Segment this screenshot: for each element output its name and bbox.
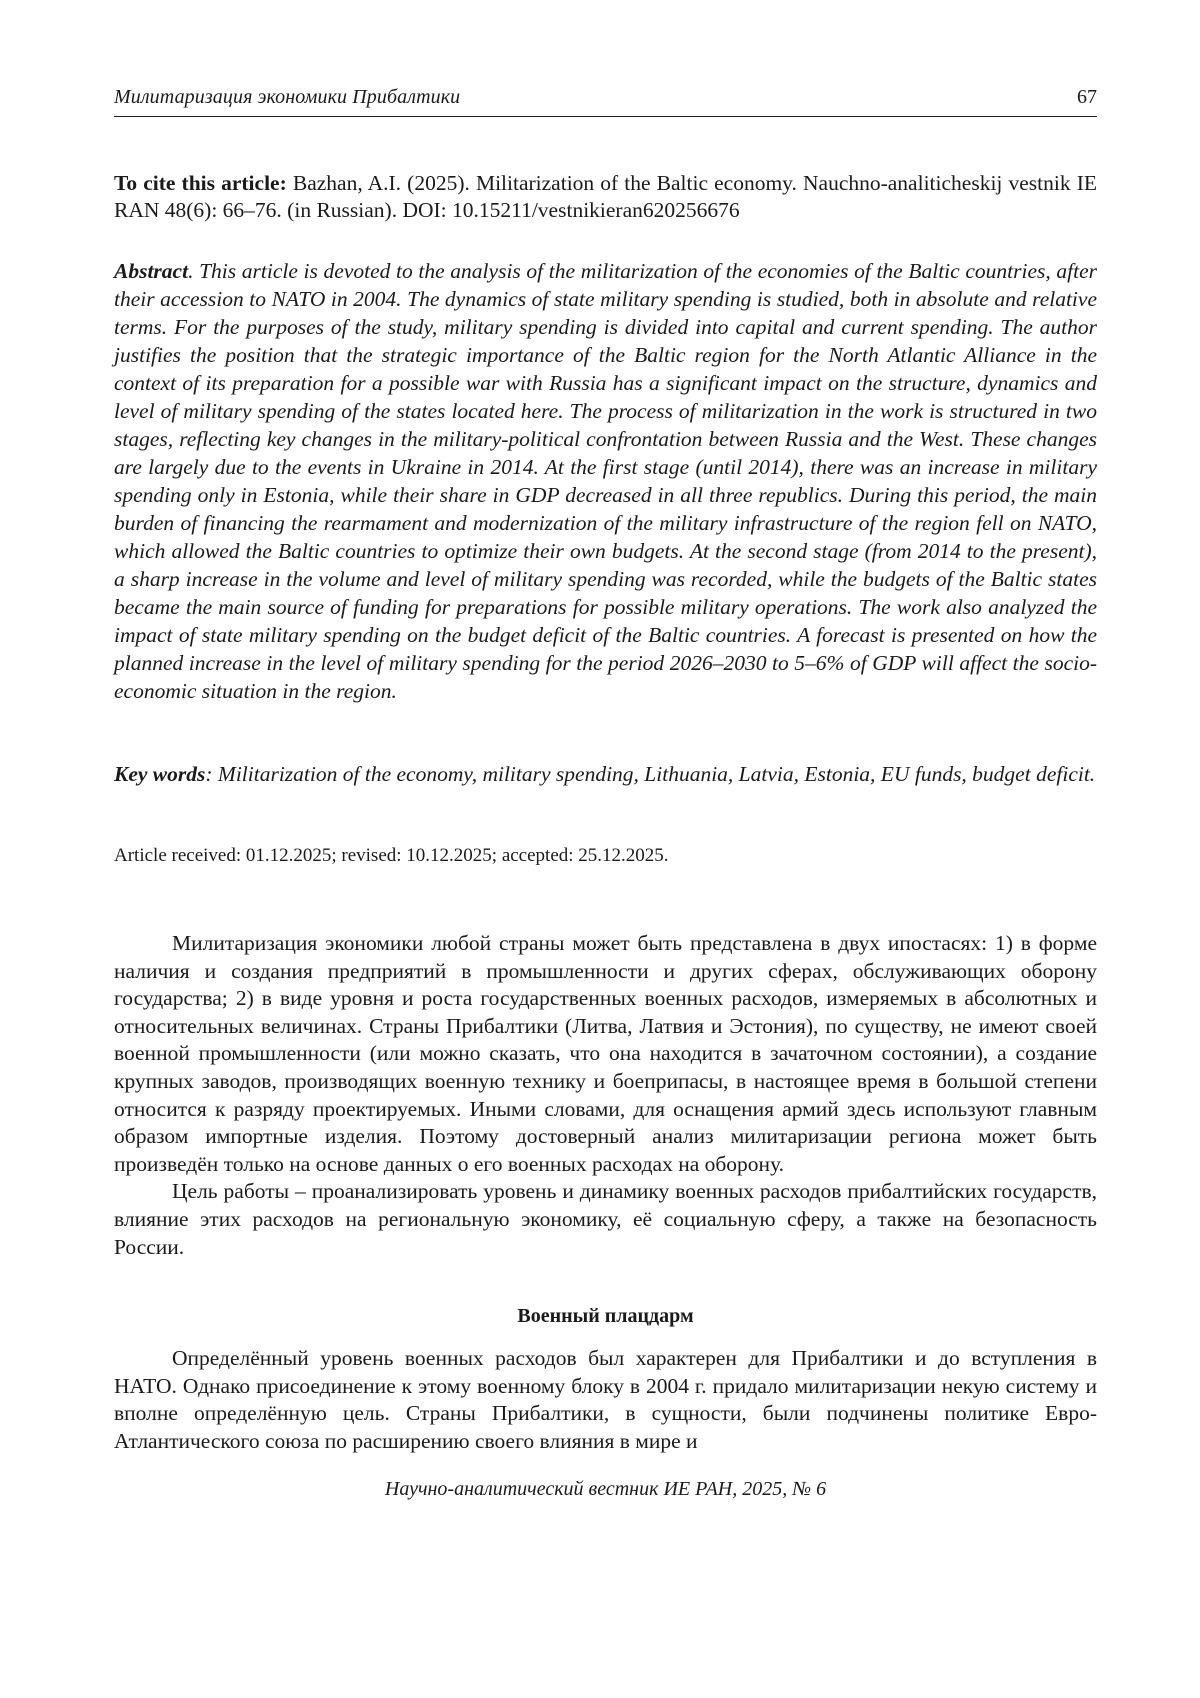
page-number: 67 (1077, 86, 1097, 108)
section-body-text (114, 1345, 1097, 1455)
running-header (114, 84, 1097, 117)
body-paragraph: Цель работы – проанализировать уровень и динамику военных расходов прибалтийских государств, влияние этих расходов на региональную экономику, её социальную сферу, а также на безопасность России. (114, 1179, 1097, 1259)
abstract-text: . This article is devoted to the analysis of the militarization of the economies of the Baltic countries, after their accession to NATO in 2004. The dynamics of state military spending is studied, both in absolute and relative terms. For the purposes of the study, military spending is divided into capital and current spending. The author justifies the position that the strategic importance of the Baltic region for the North Atlantic Alliance in the context of its preparation for a possible war with Russia has a significant impact on the structure, dynamics and level of military spending of the states located here. The process of militarization in the work is structured in two stages, reflecting key changes in the military-political confrontation between Russia and the West. These changes are largely due to the events in Ukraine in 2014. At the first stage (until 2014), there was an increase in military spending only in Estonia, while their share in GDP decreased in all three republics. During this period, the main burden of financing the rearmament and modernization of the military infrastructure of the region fell on NATO, which allowed the Baltic countries to optimize their own budgets. At the second stage (from 2014 to the present), a sharp increase in the volume and level of military spending was recorded, while the budgets of the Baltic states became the main source of funding for preparations for possible military operations. The work also analyzed the impact of state military spending on the budget deficit of the Baltic countries. A forecast is presented on how the planned increase in the level of military spending for the period 2026–2030 to 5–6% of GDP will affect the socio-economic situation in the region. (114, 259, 1097, 703)
article-dates: Article received: 01.12.2025; revised: 10.12.2025; accepted: 25.12.2025. (114, 845, 669, 866)
abstract-block (114, 257, 1097, 705)
body-text (114, 930, 1097, 1261)
journal-footer: Научно-аналитический вестник ИЕ РАН, 2025, № 6 (384, 1478, 827, 1500)
section-heading: Военный плацдарм (517, 1305, 694, 1327)
keywords-block (114, 760, 1097, 788)
citation-block (114, 170, 1097, 224)
body-paragraph: Милитаризация экономики любой страны может быть представлена в двух ипостасях: 1) в форме наличия и создания предприятий в промышленности и других сферах, обслуживающих оборону государства; 2) в виде уровня и роста государственных военных расходов, измеряемых в абсолютных и относительных величинах. Страны Прибалтики (Литва, Латвия и Эстония), по существу, не имеют своей военной промышленности (или можно сказать, что она находится в зачаточном состоянии), а создание крупных заводов, производящих военную технику и боеприпасы, в настоящее время в большой степени относится к разряду проектируемых. Иными словами, для оснащения армий здесь используют главным образом импортные изделия. Поэтому достоверный анализ милитаризации региона может быть произведён только на основе данных о его военных расходах на оборону. (114, 931, 1097, 1176)
abstract-label: Abstract (114, 259, 189, 283)
citation-text: Bazhan, A.I. (2025). Militarization of the Baltic economy. Nauchno-analiticheskij vestnik IE RAN 48(6): 66–76. (in Russian). DOI: 10.15211/vestnikieran620256676 (114, 171, 1098, 222)
keywords-label: Key words (114, 762, 206, 786)
keywords-text: : Militarization of the economy, military spending, Lithuania, Latvia, Estonia, EU funds, budget deficit. (205, 762, 1096, 786)
running-title: Милитаризация экономики Прибалтики (114, 86, 461, 108)
citation-label: To cite this article: (114, 171, 287, 195)
body-paragraph: Определённый уровень военных расходов был характерен для Прибалтики и до вступления в НАТО. Однако присоединение к этому военному блоку в 2004 г. придало милитаризации некую систему и вполне определённую цель. Страны Прибалтики, в сущности, были подчинены политике Евро-Атлантического союза по расширению своего влияния в мире и (114, 1346, 1097, 1453)
